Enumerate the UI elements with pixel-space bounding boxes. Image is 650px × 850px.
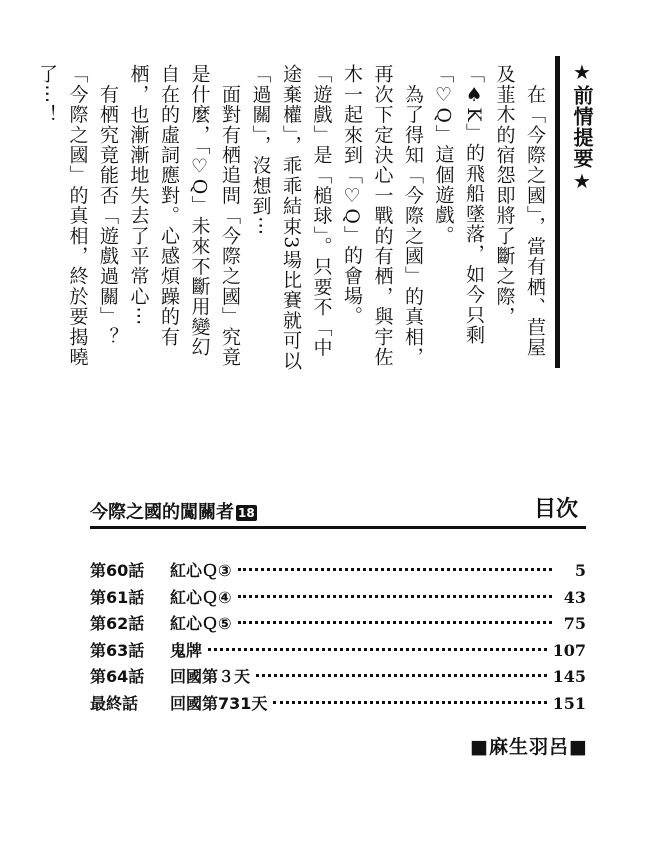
toc-divider (90, 526, 586, 529)
toc-header (90, 492, 586, 522)
synopsis-paragraph: 面對有栖追問「今際之國」究竟是什麼，「♡Q」未來不斷用變幻自在的虛詞應對。心感煩躁的有栖，也漸漸地失去了平常心⋯ (127, 64, 241, 367)
chapter-title: 紅心Ｑ③ (170, 561, 232, 580)
toc-row[interactable] (90, 585, 586, 612)
leader-dots (256, 674, 547, 677)
leader-dots (238, 595, 552, 598)
synopsis-paragraph: 「遊戲」是「槌球」。只要不「中途棄權」，乖乖結束3場比賽就可以「過關」，沒想到⋯ (249, 64, 333, 371)
leader-dots (238, 621, 552, 624)
synopsis-paragraph: 在「今際之國」，當有栖、苣屋及韮木的宿怨即將了斷之際，「♠K」的飛船墜落，如今只剩「♡Q」這個遊戲。 (432, 64, 546, 358)
chapter-number: 第61話 (90, 587, 145, 607)
chapter-page: 107 (552, 640, 586, 660)
chapter-title: 紅心Ｑ④ (170, 587, 232, 607)
chapter-title: 鬼牌 (170, 640, 203, 660)
book-title-text: 今際之國的闖關者 (90, 502, 234, 523)
toc-row[interactable] (90, 611, 586, 638)
toc-row[interactable] (90, 691, 586, 718)
volume-badge: 18 (238, 506, 255, 520)
contents-label: 目次 (533, 497, 578, 522)
chapter-page: 43 (563, 587, 586, 607)
chapter-number: 第63話 (90, 640, 145, 660)
chapter-page: 75 (563, 614, 586, 634)
synopsis-heading: ★前情提要★ (570, 60, 594, 194)
leader-dots (238, 568, 552, 571)
leader-dots (273, 701, 546, 704)
toc-row[interactable] (90, 558, 586, 585)
book-title (90, 498, 257, 524)
chapter-title: 回國第３天 (170, 667, 251, 687)
toc-row[interactable] (90, 638, 586, 665)
chapter-number: 第64話 (90, 667, 145, 687)
synopsis-paragraph: 有栖究竟能否「遊戲過關」？「今際之國」的真相，終於要揭曉了⋯！ (36, 64, 119, 367)
chapter-title: 紅心Ｑ⑤ (170, 614, 232, 634)
author-credit: ■麻生羽呂■ (470, 736, 588, 758)
chapter-title: 回國第731天 (170, 693, 268, 713)
chapter-page: 5 (574, 561, 586, 580)
chapter-number: 第62話 (90, 614, 145, 634)
synopsis-divider (555, 56, 560, 368)
toc-list (90, 558, 586, 718)
chapter-page: 145 (552, 667, 586, 687)
chapter-number: 第60話 (90, 561, 145, 580)
synopsis-paragraph: 為了得知「今際之國」的真相，再次下定決心一戰的有栖，與宇佐木一起來到「♡Q」的會場。 (341, 64, 424, 367)
toc-row[interactable] (90, 664, 586, 691)
synopsis-body (36, 64, 550, 374)
chapter-page: 151 (552, 693, 586, 713)
leader-dots (208, 648, 547, 651)
chapter-number: 最終話 (90, 693, 139, 713)
